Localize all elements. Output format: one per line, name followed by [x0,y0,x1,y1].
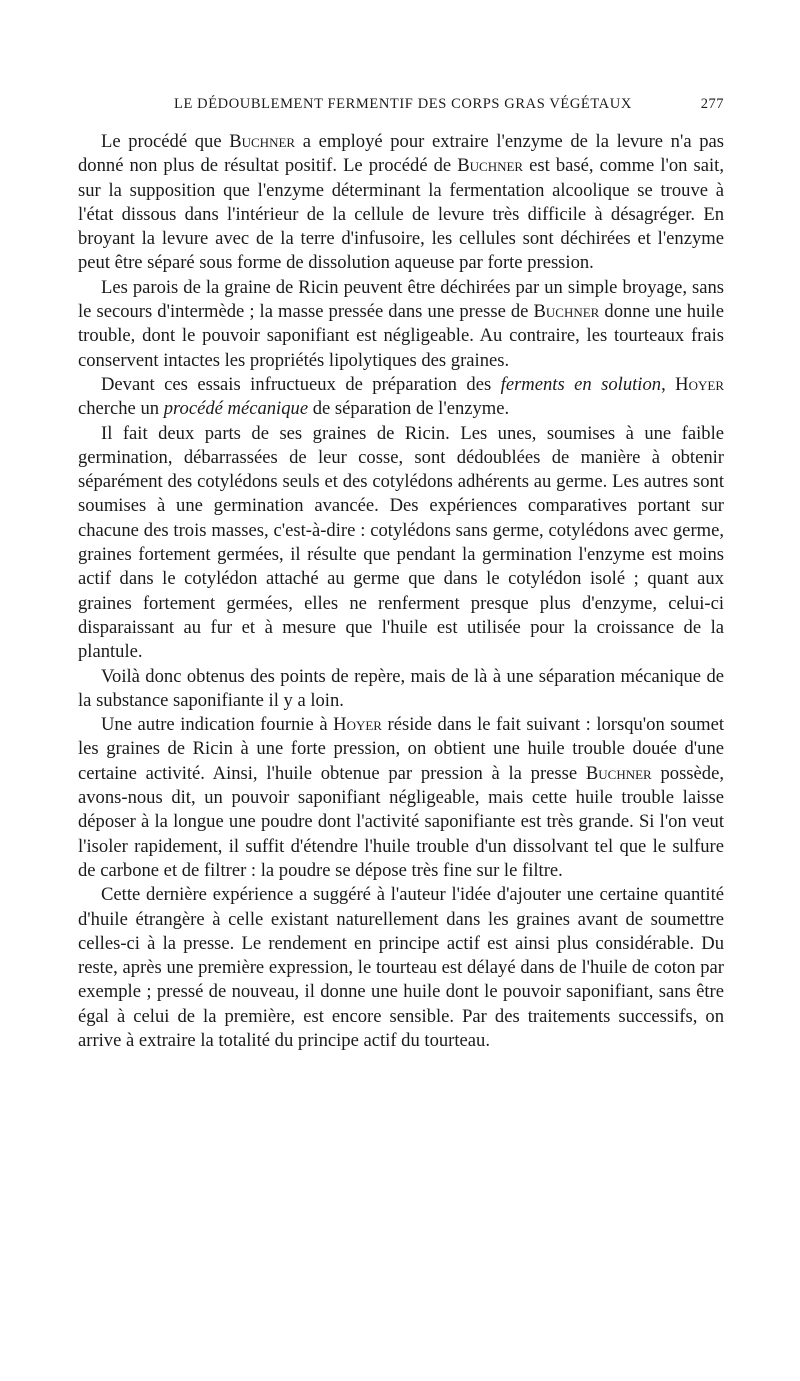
text-segment: réside dans le fait suivant : lorsqu'on soumet les graines de Ricin à une forte pression, on obtient une huile trouble douée d'une certaine activité. Ainsi, l'huile obtenue par pression à la presse [78,714,724,784]
text-segment: Le procédé que [101,131,230,152]
paragraph [78,422,724,665]
text-segment: Les parois de la graine de Ricin peuvent être déchirées par un simple broyage, sans le secours d'intermède ; la masse pressée dans une presse de [78,276,724,323]
body-text [78,130,724,1053]
author-name: Hoyer [675,373,724,395]
paragraph [78,373,724,422]
italic-term: ferments en solution [500,373,662,395]
text-segment: Voilà donc obtenus des points de repère, mais de là à une séparation mécanique de la substance saponifiante il y a loin. [78,665,724,711]
text-segment: Une autre indication fournie à [101,714,334,736]
text-segment: Il fait deux parts de ses graines de Ricin. Les unes, soumises à une faible germination, débarrassées de leur cosse, sont dédoublées de manière à obtenir séparément des cotylédons seuls et des cotylédons adhérents au germe. Les autres sont soumises à une germination avancée. Des expériences comparatives portant sur chacune des trois masses, c'est-à-dire : cotylédons sans germe, cotylédons avec germe, graines fortement germées, il résulte que pendant la germination l'enzyme est moins actif dans le cotylédon attaché au germe que dans le cotylédon isolé ; quant aux graines fortement germées, elles ne renferment presque plus d'enzyme, celui-ci disparaissant au fur et à mesure que l'huile est utilisée pour la croissance de la plantule. [78,422,724,663]
author-name: Buchner [229,131,296,152]
text-segment: donne une huile trouble, dont le pouvoir saponifiant est négligeable. Au contraire, les tourteaux frais conservent intactes les propriétés lipolytiques des graines. [78,301,724,371]
text-segment: de séparation de l'enzyme. [308,398,510,420]
text-segment: Devant ces essais infructueux de préparation des [101,373,501,395]
paragraph [78,276,724,373]
text-segment: cherche un [78,398,164,420]
author-name: Buchner [533,301,600,323]
author-name: Buchner [457,155,524,177]
paragraph [78,130,724,276]
italic-term: procédé mécanique [163,398,309,420]
running-title: LE DÉDOUBLEMENT FERMENTIF DES CORPS GRAS VÉGÉTAUX [174,96,632,112]
text-segment: a employé pour extraire l'enzyme de la levure n'a pas donné non plus de résultat positif. Le procédé de [78,131,725,177]
paragraph [78,713,724,883]
text-segment: est basé, comme l'on sait, sur la supposition que l'enzyme déterminant la fermentation alcoolique se trouve à l'état dissous dans l'intérieur de la cellule de levure très difficile à désagréger. En broyant la levure avec de la terre d'infusoire, les cellules sont déchirées et l'enzyme peut être séparé sous forme de dissolution aqueuse par forte pression. [78,155,724,274]
author-name: Buchner [585,762,652,784]
running-head [174,96,724,118]
text-segment: Cette dernière expérience a suggéré à l'auteur l'idée d'ajouter une certaine quantité d'huile étrangère à celle existant naturellement dans les graines avant de soumettre celles-ci à la presse. Le rendement en principe actif est ainsi plus considérable. Du reste, après une première expression, le tourteau est délayé dans de l'huile de coton par exemple ; pressé de nouveau, il donne une huile dont le pouvoir saponifiant, sans être égal à celui de la première, est encore sensible. Par des traitements successifs, on arrive à extraire la totalité du principe actif du tourteau. [78,884,724,1051]
text-segment: , [661,373,676,395]
text-segment: possède, avons-nous dit, un pouvoir saponifiant négligeable, mais cette huile trouble laisse déposer à la longue une poudre dont l'activité saponifiante est très grande. Si l'on veut l'isoler rapidement, il suffit d'étendre l'huile trouble d'un dissolvant tel que le sulfure de carbone et de filtrer : la poudre se dépose très fine sur le filtre. [78,762,724,881]
page-number: 277 [700,96,724,112]
author-name: Hoyer [333,714,382,736]
paragraph [78,883,724,1053]
paragraph [78,665,724,714]
